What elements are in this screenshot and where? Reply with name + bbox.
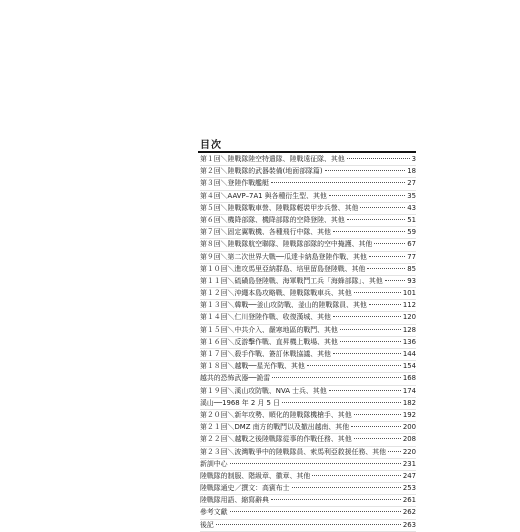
toc-entry-title: 陸戰隊用語、縮寫辭典 [200, 496, 269, 505]
toc-entry-page: 261 [402, 496, 416, 505]
toc-entry [200, 483, 416, 495]
dot-leader [388, 451, 401, 452]
toc-entry [200, 154, 416, 166]
toc-entry-page: 208 [402, 435, 416, 444]
toc-entry-title: 參考文獻 [200, 508, 228, 517]
dot-leader [340, 329, 401, 330]
dot-leader [216, 524, 401, 525]
toc-entry-title: 陸戰隊通史／撰文：高賓布士 [200, 484, 290, 493]
toc-entry-page: 18 [407, 167, 416, 176]
toc-entry-page: 168 [402, 374, 416, 383]
dot-leader [340, 341, 401, 342]
toc-heading: 目次 [200, 140, 222, 151]
toc-entry-title: 越共的恐怖武器──詭雷 [200, 374, 271, 383]
toc-entry-page: 101 [402, 289, 416, 298]
dot-leader [292, 487, 401, 488]
toc-entry [200, 398, 416, 410]
toc-entry-page: 174 [402, 386, 416, 395]
toc-list [200, 154, 416, 532]
toc-entry-page: 200 [402, 423, 416, 432]
toc-entry-page: 154 [402, 362, 416, 371]
toc-entry-page: 93 [407, 276, 416, 285]
toc-entry [200, 459, 416, 471]
toc-entry-page: 67 [407, 240, 416, 249]
toc-entry [200, 300, 416, 312]
dot-leader [230, 463, 401, 464]
dot-leader [367, 268, 405, 269]
dot-leader [333, 353, 401, 354]
toc-entry [200, 507, 416, 519]
toc-entry-page: 136 [402, 337, 416, 346]
toc-entry-page: 231 [402, 459, 416, 468]
toc-entry [200, 471, 416, 483]
toc-entry-page: 59 [407, 228, 416, 237]
toc-entry [200, 434, 416, 446]
dot-leader [374, 243, 405, 244]
toc-entry [200, 288, 416, 300]
toc-entry [200, 191, 416, 203]
toc-entry [200, 312, 416, 324]
toc-entry [200, 386, 416, 398]
toc-entry [200, 422, 416, 434]
dot-leader [333, 231, 405, 232]
toc-entry [200, 178, 416, 190]
toc-entry-page: 128 [402, 325, 416, 334]
dot-leader [369, 304, 401, 305]
dot-leader [329, 195, 405, 196]
dot-leader [282, 402, 401, 403]
toc-entry-title: 第３回＼登陸作戰艦艇 [200, 179, 269, 188]
toc-entry-title: 第５回＼陸戰隊戰車營、陸戰隊輕裝甲步兵營、其他 [200, 203, 359, 212]
toc-entry [200, 325, 416, 337]
toc-entry-title: 第１４回＼仁川登陸作戰、收復漢城、其他 [200, 313, 331, 322]
dot-leader [347, 158, 410, 159]
heading-rule [198, 151, 416, 153]
dot-leader [369, 256, 405, 257]
toc-entry-title: 第４回＼AAVP–7A1 與各種衍生型、其他 [200, 191, 327, 200]
toc-entry-title: 第１２回＼沖繩本島攻略戰、陸戰隊戰車兵、其他 [200, 289, 352, 298]
dot-leader [271, 182, 405, 183]
toc-entry-title: 陸戰隊的制服、階級章、徽章、其他 [200, 471, 311, 480]
dot-leader [351, 426, 401, 427]
toc-entry-page: 85 [407, 264, 416, 273]
toc-entry [200, 166, 416, 178]
toc-entry-page: 144 [402, 350, 416, 358]
toc-entry-page: 263 [402, 520, 416, 529]
toc-entry-title: 第９回＼第二次世界大戰──瓜達卡納島登陸作戰、其他 [200, 252, 367, 261]
toc-entry [200, 337, 416, 349]
dot-leader [385, 280, 406, 281]
toc-entry [200, 239, 416, 251]
toc-entry-page: 182 [402, 398, 416, 407]
dot-leader [325, 170, 406, 171]
toc-entry-title: 第１３回＼韓戰──釜山攻防戰、釜山的陸戰隊員、其他 [200, 301, 367, 310]
toc-entry-title: 第１６回＼反游擊作戰、直昇機上戰場、其他 [200, 337, 338, 346]
toc-entry-title: 第２１回＼DMZ 南方的戰鬥以及撤出越南、其他 [200, 423, 350, 432]
toc-entry-title: 第２２回＼越戰之後陸戰隊從事的作戰任務、其他 [200, 435, 352, 444]
toc-entry-title: 第８回＼陸戰隊航空聯隊、陸戰隊部隊的空中掩護、其他 [200, 240, 373, 249]
toc-entry-title: 新訓中心 [200, 459, 228, 468]
toc-entry-title: 溪山──1968 年 2 月 5 日 [200, 398, 281, 407]
toc-entry-title: 第２３回＼波灣戰爭中的陸戰隊員、索馬利亞救援任務、其他 [200, 447, 387, 456]
toc-entry [200, 447, 416, 459]
toc-entry-title: 第２０回＼新年攻勢、順化的陸戰隊機槍手、其他 [200, 410, 352, 419]
toc-entry-page: 120 [402, 313, 416, 322]
toc-entry-page: 77 [407, 252, 416, 261]
toc-entry [200, 252, 416, 264]
toc-entry-title: 第１５回＼中共介入、嚴寒地區的戰鬥、其他 [200, 325, 338, 334]
toc-entry-page: 3 [411, 155, 416, 163]
toc-entry-title: 第１９回＼溪山攻防戰、NVA 士兵、其他 [200, 386, 327, 395]
toc-entry-title: 第２回＼陸戰隊的武器裝備(地面部隊篇) [200, 167, 323, 176]
toc-entry-title: 第７回＼固定翼戰機、各種飛行中隊、其他 [200, 228, 331, 237]
dot-leader [312, 475, 401, 476]
dot-leader [354, 292, 401, 293]
toc-entry [200, 349, 416, 361]
dot-leader [360, 207, 405, 208]
toc-entry-page: 43 [407, 203, 416, 212]
toc-entry [200, 373, 416, 385]
toc-entry [200, 227, 416, 239]
dot-leader [230, 511, 401, 512]
toc-entry-title: 第１０回＼進攻馬里亞納群島、培里留島登陸戰、其他 [200, 264, 366, 273]
toc-entry-page: 192 [402, 410, 416, 419]
dot-leader [307, 365, 401, 366]
dot-leader [333, 316, 401, 317]
toc-entry-page: 220 [402, 447, 416, 456]
toc-entry [200, 264, 416, 276]
dot-leader [354, 438, 401, 439]
toc-entry [200, 203, 416, 215]
toc-entry-page: 253 [402, 484, 416, 493]
toc-entry-title: 第１７回＼殺手作戰、簽訂休戰協議、其他 [200, 350, 331, 358]
toc-entry-page: 112 [402, 301, 416, 310]
toc-entry-title: 第６回＼機降部隊、機降部隊的空降登陸、其他 [200, 215, 345, 224]
toc-entry-page: 51 [407, 215, 416, 224]
toc-entry-page: 262 [402, 508, 416, 517]
toc-entry-title: 後記 [200, 520, 214, 529]
dot-leader [354, 414, 401, 415]
toc-entry-page: 27 [407, 179, 416, 188]
toc-entry [200, 520, 416, 532]
toc-entry [200, 361, 416, 373]
toc-entry [200, 495, 416, 507]
toc-entry [200, 215, 416, 227]
toc-entry-page: 35 [407, 191, 416, 200]
dot-leader [347, 219, 406, 220]
toc-entry-title: 第１８回＼越戰──星光作戰、其他 [200, 362, 305, 371]
toc-entry [200, 276, 416, 288]
dot-leader [272, 377, 401, 378]
toc-entry-page: 247 [402, 471, 416, 480]
toc-entry-title: 第１回＼陸戰隊陸空特遣隊、陸戰遠征隊、其他 [200, 155, 345, 163]
toc-entry [200, 410, 416, 422]
dot-leader [329, 390, 401, 391]
toc-entry-title: 第１１回＼硫磺島登陸戰、海軍戰鬥工兵「海蜂部隊」、其他 [200, 276, 383, 285]
